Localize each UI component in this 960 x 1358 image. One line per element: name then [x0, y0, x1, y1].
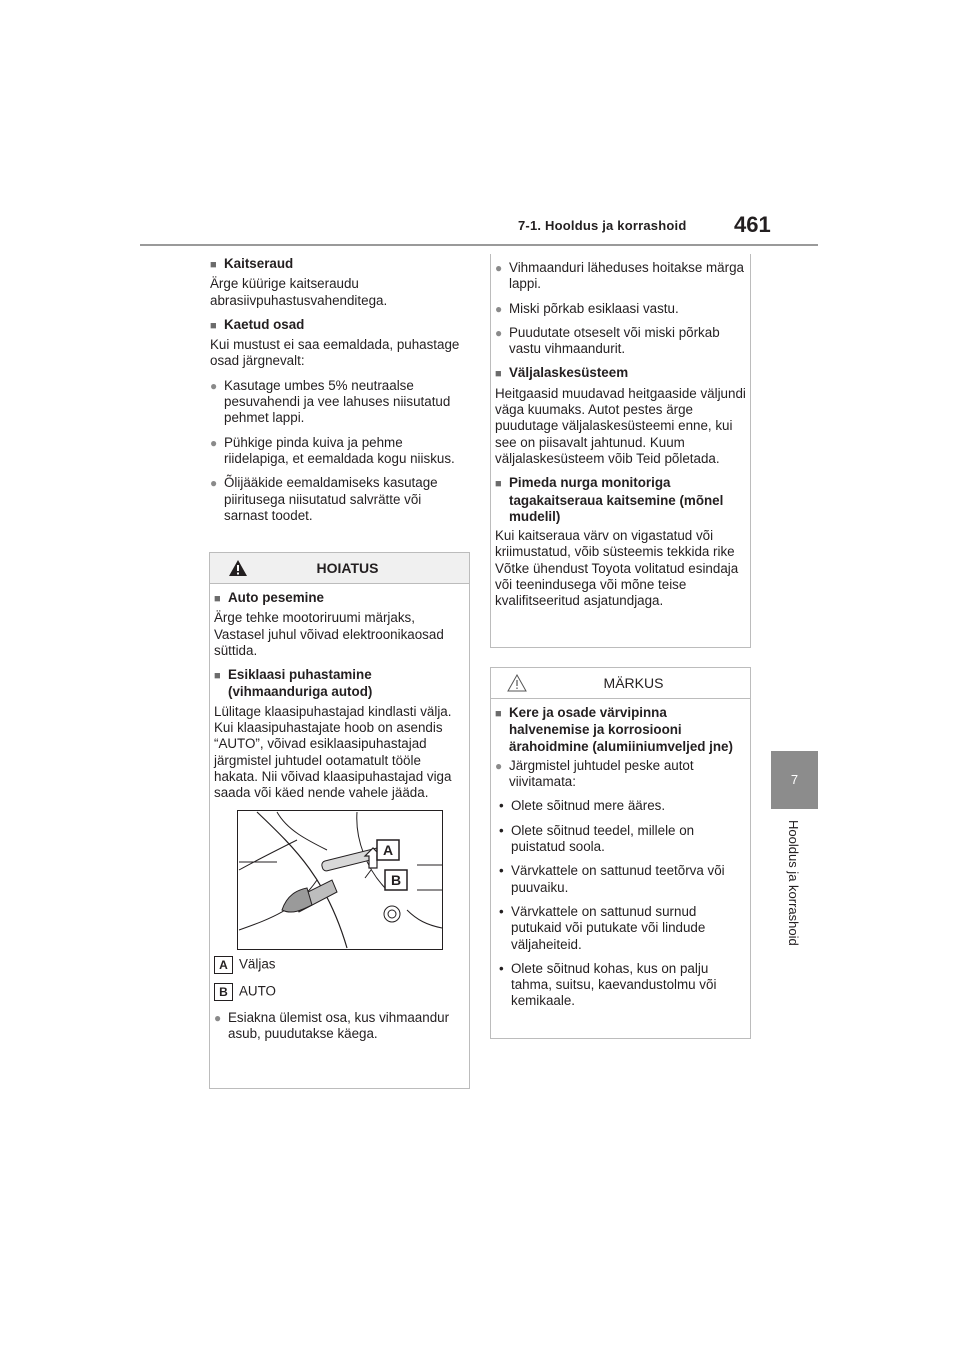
- legend-a: [214, 956, 465, 974]
- list-item: • Olete sõitnud kohas, kus on palju tahma, suitsu, kaevandustolmu või kemikaale.: [495, 961, 746, 1010]
- left-column: [210, 256, 468, 532]
- bullet-item: ● Järgmistel juhtudel peske autot viivitamata:: [495, 758, 746, 791]
- list-item: • Värvkattele on sattunud surnud putukaid või putukate või lindude väljaheiteid.: [495, 904, 746, 953]
- warning-box: [209, 552, 470, 1089]
- chapter-tab: 7: [771, 751, 818, 809]
- bullet-item: ● Pühkige pinda kuiva ja pehme riidelapiga, et eemaldada kogu niiskus.: [210, 435, 468, 468]
- bullet-item: ● Puudutate otseselt või miski põrkab vastu vihmaandurit.: [495, 325, 746, 358]
- legend-tag-b: B: [214, 983, 233, 1001]
- warning-icon: [228, 559, 248, 577]
- caution-icon: [507, 674, 527, 692]
- heading-kere-ja-osade: ■ Kere ja osade värvipinna halvenemise ja korrosiooni ärahoidmine (alumiiniumveljed jne): [495, 705, 746, 755]
- bullet-item: ● Esiakna ülemist osa, kus vihmaandur asub, puudutakse käega.: [214, 1010, 465, 1043]
- legend-b: [214, 983, 465, 1001]
- paragraph: Kui kaitseraua värv on vigastatud või kriimustatud, võib süsteemis tekkida rike Võtke ühendust Toyota volitatud esindaja või teenindusega või mõne teise kvalifitseeritud asjatundjaga.: [495, 528, 739, 609]
- list-item: • Olete sõitnud mere ääres.: [495, 798, 746, 814]
- paragraph: Ärge tehke mootoriruumi märjaks, Vastasel juhul võivad elektroonikaosad süttida.: [214, 610, 444, 658]
- bullet-item: ● Miski põrkab esiklaasi vastu.: [495, 301, 746, 317]
- page-number: 461: [734, 212, 771, 237]
- paragraph: Heitgaasid muudavad heitgaaside väljundi väga kuumaks. Autot pestes ärge puudutage väljalaskesüsteemi enne, kui see on piisavalt jahtunud. Kuum väljalaskesüsteem võib Teid põletada.: [495, 385, 746, 466]
- list-item: • Värvkattele on sattunud teetõrva või puuvaiku.: [495, 863, 746, 896]
- notice-box: [490, 667, 751, 1039]
- bullet-item: ● Õlijääkide eemaldamiseks kasutage piiritusega niisutatud salvrätte või sarnast toodet.: [210, 475, 468, 524]
- legend-tag-a: A: [214, 956, 233, 974]
- paragraph: Lülitage klaasipuhastajad kindlasti välja. Kui klaasipuhastajate hoob on asendis “AUTO”, võivad esiklaasipuhastajad järgmistel juhtudel ootamatult tööle hakata. Nii võivad klaasipuhastajad viga saada või käed nende vahele jääda.: [214, 703, 452, 801]
- paragraph: Ärge küürige kaitseraudu abrasiivpuhastusvahenditega.: [210, 276, 388, 308]
- section-title: 7-1. Hooldus ja korrashoid: [518, 218, 687, 233]
- heading-valjalaskesusteem: ■ Väljalaskesüsteem: [495, 365, 746, 382]
- bullet-item: ● Kasutage umbes 5% neutraalse pesuvahendi ja vee lahuses niisutatud pehmet lappi.: [210, 378, 468, 427]
- heading-kaitseraud: ■ Kaitseraud: [210, 256, 468, 273]
- warning-continuation-box: [490, 254, 751, 648]
- warning-header: [210, 553, 469, 584]
- header-divider: [140, 244, 818, 246]
- notice-header: [491, 668, 750, 699]
- callout-b: B: [390, 871, 402, 888]
- heading-kaetud-osad: ■ Kaetud osad: [210, 317, 468, 334]
- wiper-lever-illustration: [237, 810, 443, 950]
- callout-a: A: [382, 841, 394, 858]
- legend-text-b: AUTO: [239, 983, 276, 999]
- legend-text-a: Väljas: [239, 956, 276, 972]
- list-item: • Olete sõitnud teedel, millele on puistatud soola.: [495, 823, 746, 856]
- paragraph: Kui mustust ei saa eemaldada, puhastage osad järgnevalt:: [210, 337, 460, 369]
- heading-auto-pesemine: ■ Auto pesemine: [214, 590, 465, 607]
- heading-pimeda-nurga-monitor: ■ Pimeda nurga monitoriga tagakaitseraua kaitsemine (mõnel mudelil): [495, 475, 746, 525]
- notice-title: MÄRKUS: [603, 675, 664, 691]
- warning-title: HOIATUS: [316, 560, 379, 576]
- chapter-title-vertical: Hooldus ja korrashoid: [786, 820, 801, 946]
- heading-esiklaasi-puhastamine: ■ Esiklaasi puhastamine (vihmaanduriga autod): [214, 667, 465, 701]
- bullet-item: ● Vihmaanduri läheduses hoitakse märga lappi.: [495, 260, 746, 293]
